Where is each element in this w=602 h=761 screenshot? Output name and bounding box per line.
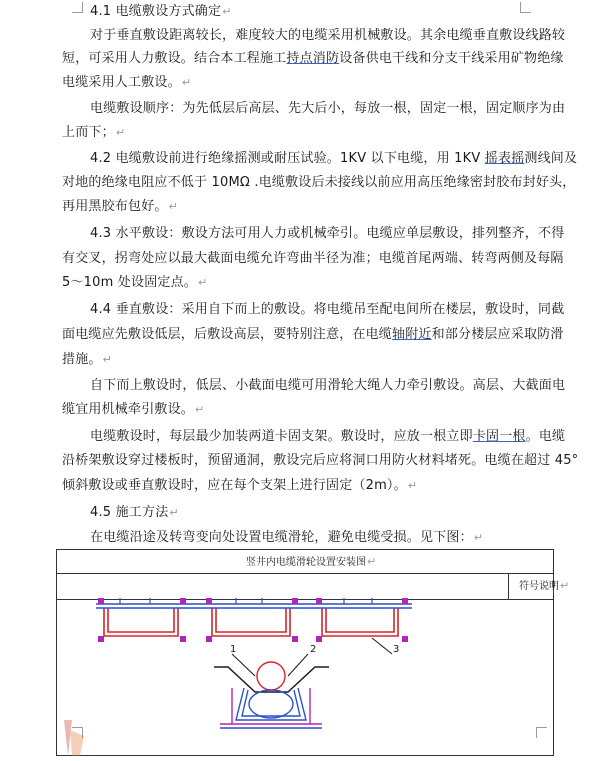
spellcheck-underlined-text: 持点消防: [286, 51, 340, 66]
paragraph-line: 面电缆应先敷设低层，后敷设高层，要特别注意，在电缆轴附近和部分楼层应采取防滑: [62, 327, 564, 342]
paragraph-line: 4.3 水平敷设：敷设方法可用人力或机械牵引。电缆应单层敷设，排列整齐，不得: [90, 226, 565, 241]
paragraph-line: 电缆敷设时，每层最少加装两道卡固支架。敷设时，应放一根立即卡固一根。电缆: [90, 429, 566, 444]
paragraph-line: 在电缆沿途及转弯变向处设置电缆滑轮，避免电缆受损。见下图：↵: [90, 530, 484, 545]
legend-header: 符号说明↵: [519, 579, 570, 592]
table-divider: [56, 573, 553, 574]
paragraph-line: 对地的绝缘电阻应不低于 10MΩ .电缆敷设后未接线以前应用高压绝缘密封胶布封好头，: [62, 175, 576, 190]
paragraph-line: 5～10m 处设固定点。↵: [62, 275, 208, 290]
paragraph-line: 倾斜敷设或垂直敷设时，应在每个支架上进行固定（2m）。↵: [62, 478, 418, 493]
paragraph-line: 电缆敷设顺序：为先低层后高层、先大后小，每放一根，固定一根，固定顺序为由: [90, 101, 566, 116]
section-heading-4-1: 4.1 电缆敷设方式确定↵: [90, 4, 232, 19]
paragraph-line: 有交叉，拐弯处应以最大截面电缆允许弯曲半径为准；电缆首尾两端、转弯两侧及每隔: [62, 251, 564, 266]
paragraph-line: 沿桥架敷设穿过楼板时，预留通洞，敷设完后应将洞口用防火材料堵死。电缆在超过 45°: [62, 453, 579, 468]
spellcheck-underlined-text: 卡固一根: [472, 429, 526, 444]
page-corner-top-left: [72, 2, 83, 13]
paragraph-line: 对于垂直敷设距离较长，难度较大的电缆采用机械敷设。其余电缆垂直敷设线路较: [90, 28, 566, 43]
section-heading-4-5: 4.5 施工方法↵: [90, 505, 179, 520]
paragraph-line: 电缆采用人工敷设。↵: [62, 75, 192, 90]
spellcheck-underlined-text: 轴附近: [392, 327, 432, 342]
figure-title: 竖井内电缆滑轮设置安装图↵: [246, 555, 377, 568]
paragraph-line: 缆宜用机械牵引敷设。↵: [62, 402, 205, 417]
paragraph-line: 自下而上敷设时，低层、小截面电缆可用滑轮大绳人力牵引敷设。高层、大截面电: [90, 378, 566, 393]
paragraph-line: 短，可采用人力敷设。结合本工程施工持点消防设备供电干线和分支干线采用矿物绝缘: [62, 51, 564, 66]
paragraph-line: 4.2 电缆敷设前进行绝缘摇测或耐压试验。1KV 以下电缆，用 1KV 摇表摇测线间及: [90, 151, 578, 166]
paragraph-line: 再用黑胶布包好。↵: [62, 199, 179, 214]
callout-label-3: 3: [393, 644, 400, 655]
paragraph-line: 措施。↵: [62, 352, 113, 367]
callout-label-2: 2: [310, 644, 317, 655]
spellcheck-underlined-text: 摇表摇: [484, 151, 525, 166]
table-divider: [508, 573, 509, 599]
figure-table: [56, 549, 554, 756]
paragraph-line: 上而下；↵: [62, 125, 126, 140]
paragraph-line: 4.4 垂直敷设：采用自下而上的敷设。将电缆吊至配电间所在楼层，敷设时，同截: [90, 302, 565, 317]
table-divider: [56, 599, 553, 600]
callout-label-1: 1: [230, 644, 237, 655]
page-corner-top-right: [520, 2, 531, 13]
